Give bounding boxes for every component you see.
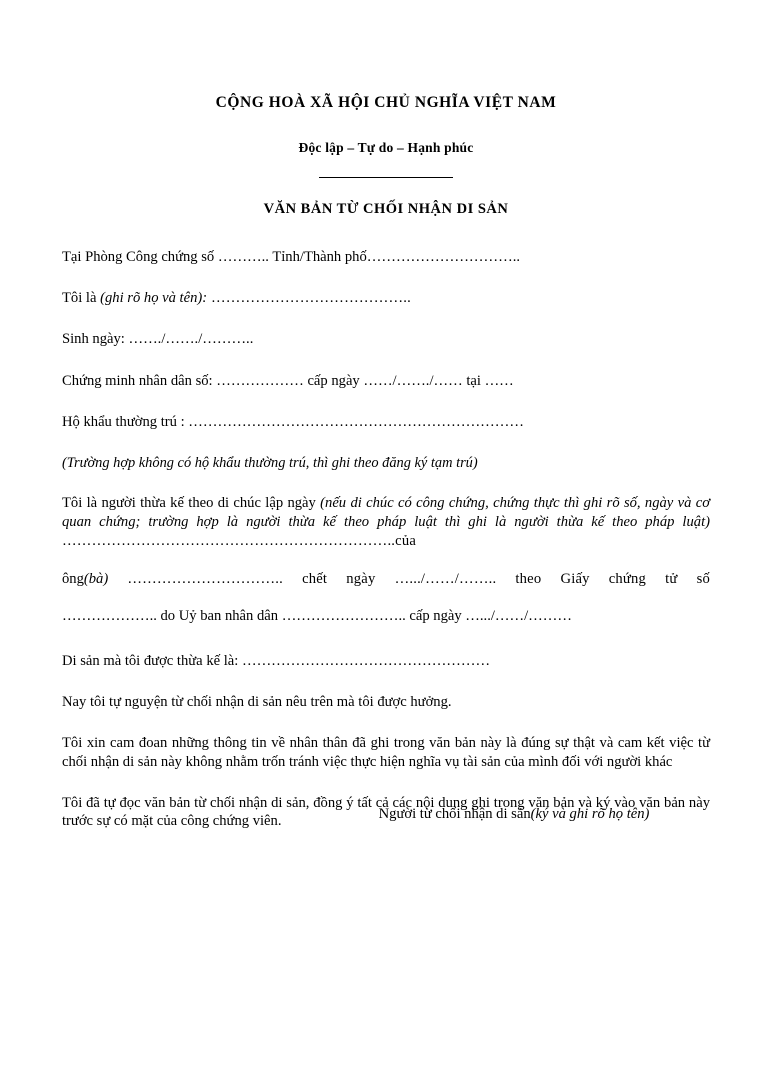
heir-hint: (nếu di chúc có công chứng, chứng thực thì ghi rõ số, ngày và cơ quan chứng; trường hợp là người thừa kế theo pháp luật thì ghi là người thừa kế theo pháp luật) — [62, 495, 710, 531]
declarant-hint: (ghi rõ họ và tên): — [100, 290, 208, 307]
heir-owner-block — [62, 570, 710, 608]
signature-hint: (ký và ghi rõ họ tên) — [530, 806, 650, 822]
heir-paragraph — [62, 494, 710, 626]
national-motto: Độc lập – Tự do – Hạnh phúc — [298, 139, 474, 155]
declarant-dots: ………………………………….. — [207, 290, 411, 307]
signature-row — [62, 806, 710, 823]
heir-paragraph-first-block — [62, 494, 710, 569]
declarant-line — [62, 289, 710, 308]
heir-issue-line: ……………….. do Uỷ ban nhân dân …………………….. cấp ngày ….../……/……… — [62, 608, 572, 625]
heir-owner-hint: (bà) — [83, 570, 109, 587]
commitment-paragraph: Tôi xin cam đoan những thông tin về nhân thân đã ghi trong văn bản này là đúng sự thật và cam kết việc từ chối nhận di sản này không nhằm trốn tránh việc thực hiện nghĩa vụ tài sản của mình đối với người khác — [62, 735, 710, 770]
document-title: VĂN BẢN TỪ CHỐI NHẬN DI SẢN — [263, 200, 509, 217]
id-number-line: Chứng minh nhân dân số: ……………… cấp ngày ……/……./…… tại …… — [62, 372, 514, 389]
birth-date-line: Sinh ngày: ……./……./……….. — [62, 331, 254, 348]
horizontal-rule — [319, 177, 453, 178]
heir-dots: …………………………………………………………..của — [62, 532, 417, 549]
document-body — [62, 248, 710, 853]
residence-line: Hộ khẩu thường trú : …………………………………………………………… — [62, 413, 524, 430]
signature-block — [379, 806, 650, 823]
national-title: CỘNG HOÀ XÃ HỘI CHỦ NGHĨA VIỆT NAM — [215, 94, 557, 111]
office-line: Tại Phòng Công chứng số ……….. Tỉnh/Thành phố………………………….. — [62, 249, 521, 265]
title-divider-wrap — [62, 177, 710, 189]
heir-owner-dots: ………………………….. chết ngày ….../……/…….. theo Giấy chứng tử số — [108, 570, 710, 587]
signature-label: Người từ chối nhận di sản — [378, 806, 531, 822]
estate-line: Di sản mà tôi được thừa kế là: …………………………………………… — [62, 652, 491, 669]
residence-note: (Trường hợp không có hộ khẩu thường trú, thì ghi theo đăng ký tạm trú) — [62, 454, 478, 471]
declarant-label: Tôi là — [62, 290, 101, 307]
heir-lead: Tôi là người thừa kế theo di chúc lập ngày — [62, 495, 321, 512]
reading-paragraph: Tôi đã tự đọc văn bản từ chối nhận di sản, đồng ý tất cả các nội dung ghi trong văn bản và ký vào văn bản này trước sự có mặt của công chứng viên. — [62, 794, 710, 830]
document-header — [62, 94, 710, 218]
refusal-line: Nay tôi tự nguyện từ chối nhận di sản nêu trên mà tôi được hưởng. — [62, 694, 452, 711]
heir-owner: ông — [62, 570, 84, 587]
